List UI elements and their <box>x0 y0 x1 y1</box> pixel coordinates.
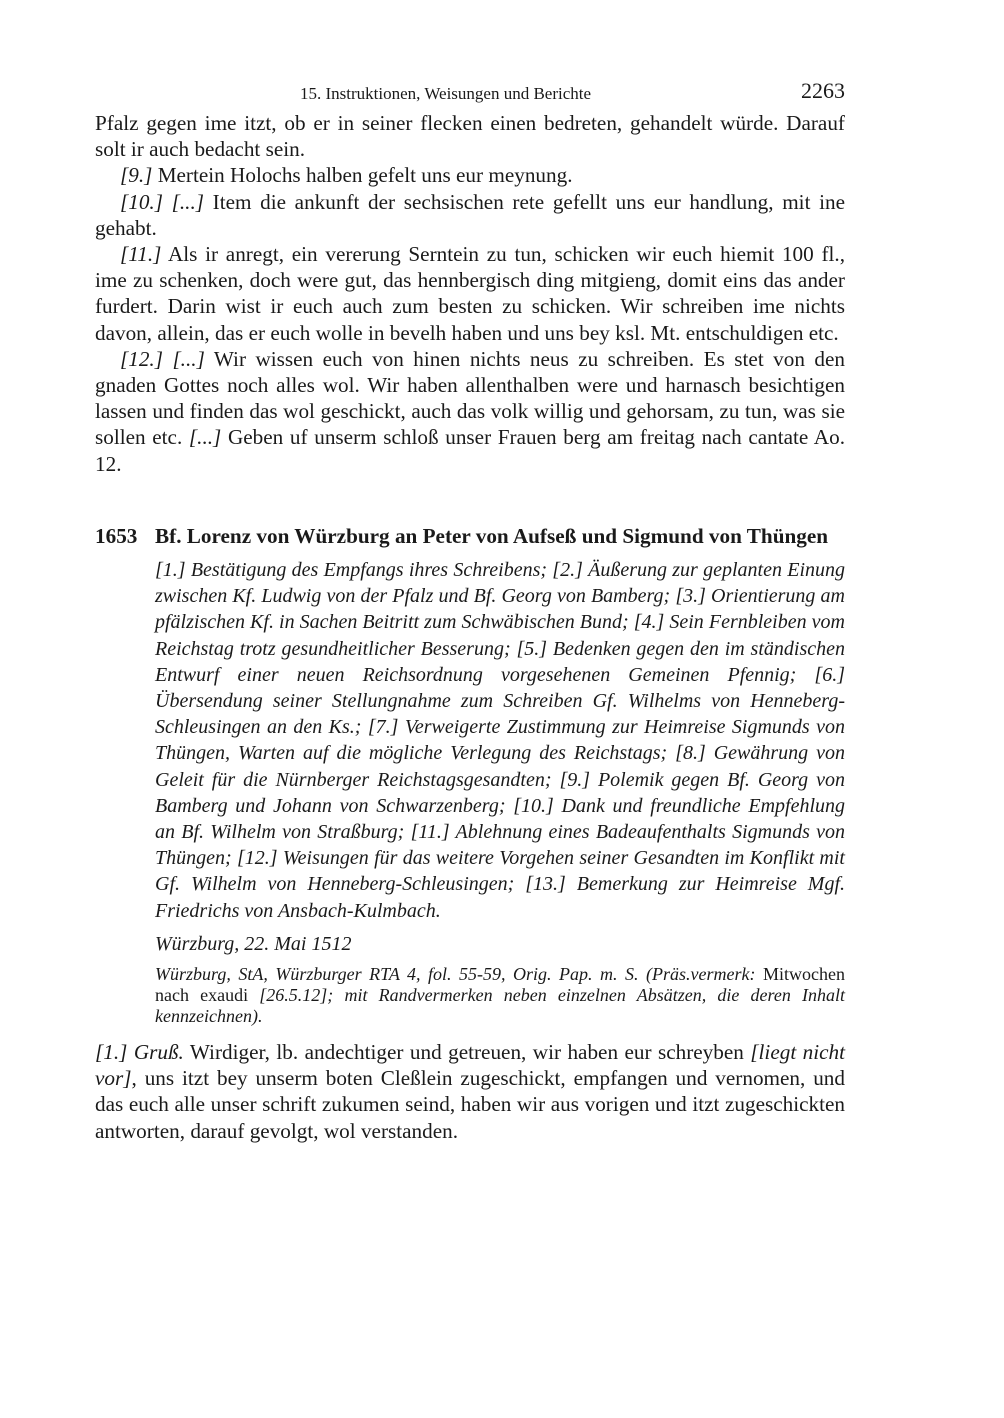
document-head-block <box>155 523 845 1027</box>
page-number: 2263 <box>801 78 845 103</box>
paragraph-12 <box>95 346 845 477</box>
paragraph-1-text: Pfalz gegen ime itzt, ob er in seiner flecken einen bedreten, gehandelt würde. Darauf solt ir auch bedacht sein. <box>95 111 845 162</box>
editorial-note: [liegt nicht vor] <box>95 1039 845 1091</box>
document-text <box>95 1039 845 1144</box>
page <box>95 78 845 1144</box>
paragraph-10 <box>95 189 845 241</box>
document-header <box>95 523 845 1027</box>
section-mark: [1.] Gruß. <box>95 1039 184 1064</box>
document-paragraph-1-text: Wirdiger, lb. andechtiger und getreuen, wir haben eur schreyben <box>183 1039 751 1064</box>
paragraph-12-closing: Geben uf unserm schloß unser Frauen berg am freitag nach cantate Ao. 12. <box>95 425 845 476</box>
paragraph-10-text: Item die ankunft der sechsischen rete gefellt uns eur handlung, mit ine gehabt. <box>95 189 845 240</box>
document-date-place: Würzburg, 22. Mai 1512 <box>155 932 352 955</box>
document-regest: [1.] Bestätigung des Empfangs ihres Schreibens; [2.] Äußerung zur geplanten Einung zwischen Kf. Ludwig von der Pfalz und Bf. Georg von Bamberg; [3.] Orientierung am pfälzischen Kf. in Sachen Beitritt zum Schwäbischen Bund; [4.] Sein Fernbleiben vom Reichstag trotz gesundheitlicher Besserung; [5.] Bedenken gegen den im ständischen Entwurf einer neuen Reichsordnung vorgesehenen Gemeinen Pfennig; [6.] Übersendung seiner Stellungnahme zum Schreiben Gf. Wilhelms von Henneberg-Schleusingen an den Ks.; [7.] Verweigerte Zustimmung zur Heimreise Sigmunds von Thüngen, Warten auf die mögliche Verlegung des Reichstags; [8.] Gewährung von Geleit für die Nürnberger Reichstagsgesandten; [9.] Polemik gegen Bf. Georg von Bamberg und Johann von Schwarzenberg; [10.] Dank und freundliche Empfehlung an Bf. Wilhelm von Straßburg; [11.] Ablehnung eines Badeaufenthalts Sigmunds von Thüngen; [12.] Weisungen für das weitere Vorgehen seiner Gesandten im Konflikt mit Gf. Wilhelm von Henneberg-Schleusingen; [13.] Bemerkung zur Heimreise Mgf. Friedrichs von Ansbach-Kulmbach. <box>155 559 845 922</box>
paragraph-11-text: Als ir anregt, ein vererung Serntein zu tun, schicken wir euch hiemit 100 fl., ime zu schenken, doch were gut, das hennbergisch ding mitgieng, domit eins das ander furdert. Darin wist ir euch auch zum besten zu schicken. Wir schreiben ime nichts davon, allein, das er euch wolle in bevelh haben und uns bey ksl. Mt. entschuldigen etc. <box>95 242 845 345</box>
document-paragraph-1-rest: , uns itzt bey unserm boten Cleßlein zugeschickt, empfangen und vernomen, und das euch alle unser schrift zukumen seind, haben wir aus vorigen und itzt zugeschickten antworten, darauf gevolgt, wol verstanden. <box>95 1066 845 1143</box>
section-mark: [10.] [...] <box>120 189 205 214</box>
source-text-b: [26.5.12]; mit Randvermerken neben einzelnen Absätzen, die deren Inhalt kennzeichnen). <box>155 984 845 1026</box>
source-text-a: Würzburg, StA, Würzburger RTA 4, fol. 55-59, Orig. Pap. m. S. (Präs.vermerk: <box>155 963 764 984</box>
running-head-title: 15. Instruktionen, Weisungen und Berichte <box>300 84 592 103</box>
paragraph-11 <box>95 241 845 346</box>
section-mark: [11.] <box>120 242 162 267</box>
paragraph-9-text: Mertein Holochs halben gefelt uns eur meynung. <box>152 163 573 188</box>
paragraph-12-text: Wir wissen euch von hinen nichts neus zu schreiben. Es stet von den gnaden Gottes noch alles wol. Wir haben allenthalben were und harnasch besichtigen lassen und finden das wol geschickt, auch das volk willig und gehorsam, zu tun, was sie sollen etc. <box>95 346 846 450</box>
paragraph-1 <box>95 110 845 162</box>
omission-mark: [...] <box>188 425 222 450</box>
continuation-text <box>95 110 845 477</box>
section-mark: [9.] <box>120 163 153 188</box>
document-paragraph-1 <box>95 1039 845 1144</box>
source-quoted-note: Mitwochen nach exaudi <box>155 963 845 1005</box>
section-mark: [12.] [...] <box>120 346 205 371</box>
running-head <box>95 78 845 110</box>
document-number: 1653 <box>95 523 138 548</box>
paragraph-9 <box>95 162 845 188</box>
document-title: Bf. Lorenz von Würzburg an Peter von Aufseß und Sigmund von Thüngen <box>155 523 829 548</box>
document-source <box>155 964 845 1027</box>
